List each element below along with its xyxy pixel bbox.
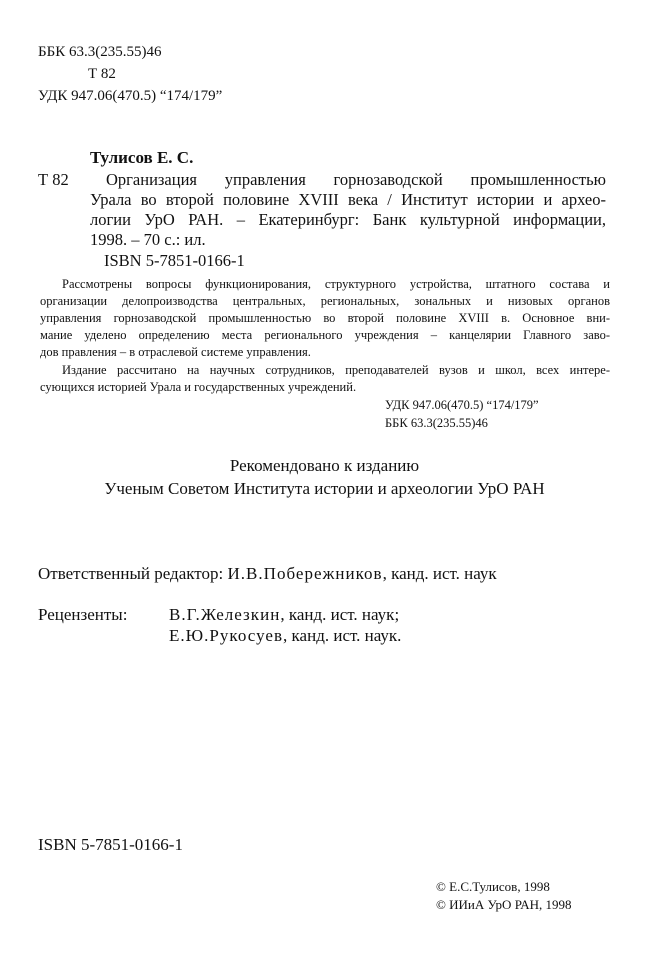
editor-line xyxy=(38,563,497,585)
editor-name: И.В.Побережников xyxy=(227,564,383,583)
copyright-author: © Е.С.Тулисов, 1998 xyxy=(436,879,550,894)
abstract-line: дов правления – в отраслевой системе управления. xyxy=(40,345,311,359)
reviewer-title: , канд. ист. наук. xyxy=(283,626,402,645)
abstract-line: управления горнозаводской промышленностью во второй половине XVIII в. Основное вни- xyxy=(40,311,610,325)
reviewers-label: Рецензенты: xyxy=(38,605,128,624)
entry-line: 1998. – 70 с.: ил. xyxy=(90,230,206,249)
abstract-bbk: ББК 63.3(235.55)46 xyxy=(385,416,488,430)
abstract-line: организации делопроизводства центральных, региональных, зональных и низовых органов xyxy=(40,294,610,308)
abstract-line: Издание рассчитано на научных сотрудников, преподавателей вузов и школ, всех интере- xyxy=(62,363,610,377)
reviewer-name: Е.Ю.Рукосуев xyxy=(169,626,284,645)
reviewer-title: , канд. ист. наук; xyxy=(280,605,400,624)
abstract-line: Рассмотрены вопросы функционирования, структурного устройства, штатного состава и xyxy=(62,277,610,291)
entry-line: Урала во второй половине XVIII века / Институт истории и архео- xyxy=(90,190,606,209)
abstract-line: мание уделено определению места регионального учреждения – канцелярии Главного заво- xyxy=(40,328,610,342)
cutter-number: Т 82 xyxy=(88,66,116,82)
abstract-udk: УДК 947.06(470.5) “174/179” xyxy=(385,398,539,412)
entry-line: логии УрО РАН. – Екатеринбург: Банк культурной информации, xyxy=(90,210,606,229)
entry-line: Организация управления горнозаводской промышленностью xyxy=(106,170,606,189)
author-name: Тулисов Е. С. xyxy=(90,148,194,167)
entry-isbn: ISBN 5-7851-0166-1 xyxy=(104,251,245,270)
reviewer-name: В.Г.Железкин xyxy=(169,605,281,624)
abstract-line: сующихся историей Урала и государственных учреждений. xyxy=(40,380,357,394)
udk-code: УДК 947.06(470.5) “174/179” xyxy=(38,88,223,104)
copyright-institute: © ИИиА УрО РАН, 1998 xyxy=(436,897,572,912)
recommendation-line-1: Рекомендовано к изданию xyxy=(229,456,420,475)
entry-cutter: Т 82 xyxy=(38,170,69,189)
footer-isbn: ISBN 5-7851-0166-1 xyxy=(38,835,183,854)
recommendation-line-2: Ученым Советом Института истории и археологии УрО РАН xyxy=(104,479,545,498)
bbk-code: ББК 63.3(235.55)46 xyxy=(38,44,162,60)
editor-title: , канд. ист. наук xyxy=(382,564,497,583)
reviewer-1 xyxy=(169,604,399,626)
editor-label: Ответственный редактор: xyxy=(38,564,224,583)
reviewer-2 xyxy=(169,625,401,647)
